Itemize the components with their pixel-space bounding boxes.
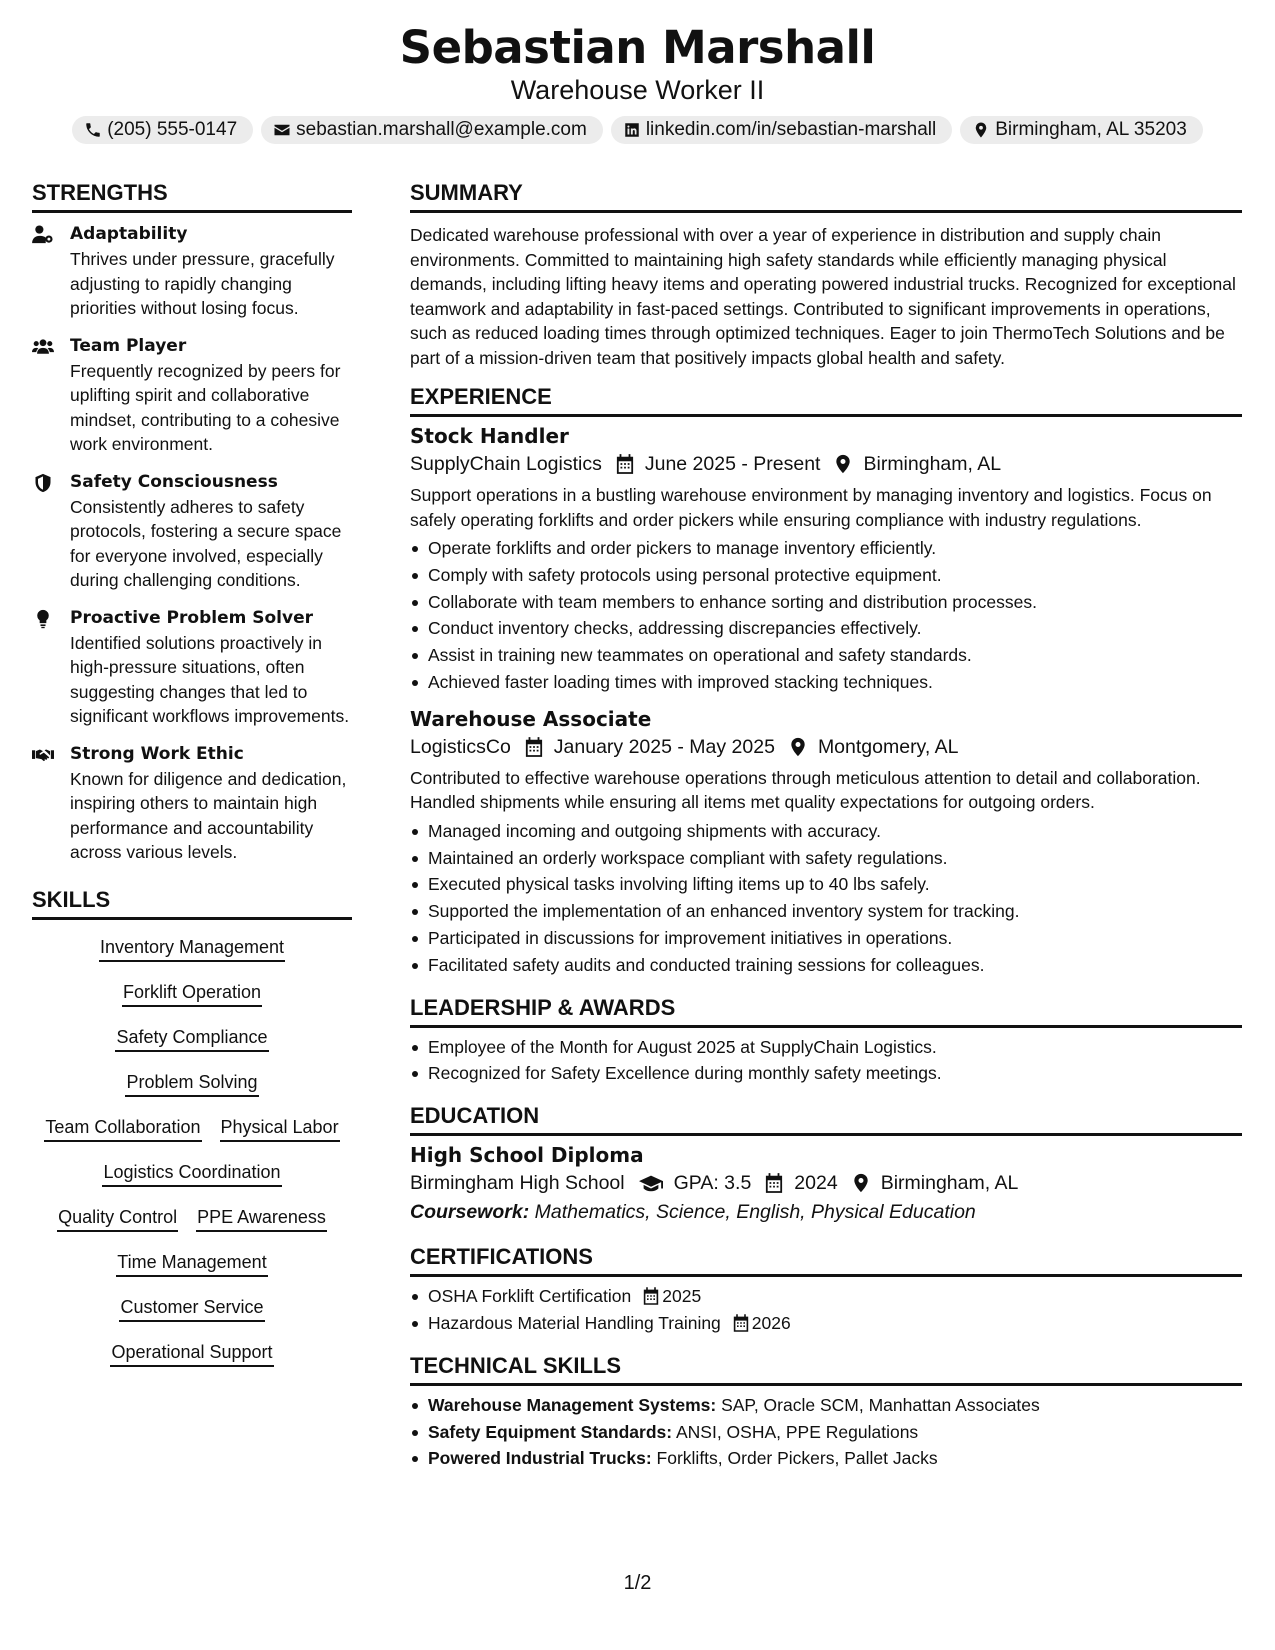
list-item: Operate forklifts and order pickers to manage inventory efficiently. [410,535,1242,562]
location-text: Birmingham, AL 35203 [995,119,1187,140]
tech-value: SAP, Oracle SCM, Manhattan Associates [721,1394,1040,1415]
map-pin-icon [789,737,807,757]
school-location: Birmingham, AL [880,1172,1019,1195]
job-meta [410,449,1242,479]
strength-item [32,335,352,457]
skill-tag: Team Collaboration [44,1116,201,1142]
gpa: GPA: 3.5 [673,1172,752,1195]
skill-tag: Physical Labor [220,1116,340,1142]
lightbulb-icon [32,609,54,629]
phone-text: (205) 555-0147 [107,119,238,140]
skill-tag: Operational Support [110,1341,273,1367]
section-title-technical-skills: TECHNICAL SKILLS [410,1353,1242,1386]
skill-tag: PPE Awareness [196,1206,327,1232]
job-dates: June 2025 - Present [644,453,821,475]
tech-label: Warehouse Management Systems: [428,1394,717,1415]
envelope-icon [273,121,291,139]
users-icon [32,337,54,357]
skills-section [32,887,352,1386]
list-item: Managed incoming and outgoing shipments with accuracy. [410,818,1242,845]
section-title-certifications: CERTIFICATIONS [410,1244,1242,1277]
calendar-icon [733,1314,749,1332]
skill-tag: Customer Service [119,1296,264,1322]
linkedin-icon [623,121,641,139]
handshake-icon [32,745,54,765]
coursework-text: Mathematics, Science, English, Physical Education [534,1201,976,1224]
cert-name: Hazardous Material Handling Training [428,1312,721,1333]
candidate-role: Warehouse Worker II [510,75,765,105]
education-meta [410,1168,1242,1198]
tech-value: ANSI, OSHA, PPE Regulations [675,1421,919,1442]
strength-desc: Thrives under pressure, gracefully adjusting to rapidly changing priorities without losing focus. [70,249,335,318]
job-bullets [410,535,1242,696]
certifications-list [410,1283,1242,1337]
page-number: 1/2 [623,1572,652,1594]
job-title: Stock Handler [410,424,569,448]
tech-label: Powered Industrial Trucks: [428,1448,652,1469]
strength-item [32,223,352,321]
school-name: Birmingham High School [410,1172,625,1195]
list-item: Executed physical tasks involving lifting items up to 40 lbs safely. [410,871,1242,898]
cert-year: 2026 [751,1312,791,1333]
company-name: LogisticsCo [410,735,511,758]
strength-title: Strong Work Ethic [70,743,244,764]
section-title-summary: SUMMARY [410,180,1242,213]
list-item [410,1283,1242,1310]
list-item: Employee of the Month for August 2025 at SupplyChain Logistics. [410,1034,1242,1061]
strength-title: Team Player [70,335,187,356]
strength-desc: Identified solutions proactively in high-pressure situations, often suggesting changes that led to significant workflows improvements. [70,632,350,726]
right-column [410,180,1242,1472]
list-item [410,1310,1242,1337]
section-title-education: EDUCATION [410,1103,1242,1136]
list-item: Facilitated safety audits and conducted training sessions for colleagues. [410,952,1242,979]
list-item: Comply with safety protocols using personal protective equipment. [410,562,1242,589]
list-item: Participated in discussions for improvement initiatives in operations. [410,925,1242,952]
job-meta [410,732,1242,762]
technical-skills-list [410,1392,1242,1472]
job-entry [410,706,1242,979]
tech-label: Safety Equipment Standards: [428,1421,673,1442]
graduation-year: 2024 [794,1172,838,1195]
calendar-icon [525,737,543,757]
list-item: Maintained an orderly workspace compliant with safety regulations. [410,845,1242,872]
list-item: Conduct inventory checks, addressing discrepancies effectively. [410,615,1242,642]
list-item: Collaborate with team members to enhance sorting and distribution processes. [410,589,1242,616]
left-column [32,180,352,1386]
calendar-icon [643,1287,659,1305]
resume-header [0,18,1275,144]
job-description: Contributed to effective warehouse operations through meticulous attention to detail and collaboration. Handled shipments while ensuring all items met quality expectations for outgoing orders. [410,767,1201,813]
list-item: Achieved faster loading times with improved stacking techniques. [410,669,1242,696]
section-title-experience: EXPERIENCE [410,384,1242,417]
job-dates: January 2025 - May 2025 [553,735,775,758]
contact-email[interactable] [261,116,603,144]
skill-tag: Inventory Management [99,936,285,962]
strength-title: Safety Consciousness [70,471,278,492]
strength-item [32,607,352,729]
list-item [410,1445,1242,1472]
coursework-label: Coursework: [410,1201,530,1224]
strength-title: Proactive Problem Solver [70,607,313,628]
skill-tag: Logistics Coordination [102,1161,281,1187]
phone-icon [84,121,102,139]
list-item: Supported the implementation of an enhanced inventory system for tracking. [410,898,1242,925]
job-description: Support operations in a bustling warehouse environment by managing inventory and logistics. Focus on safely operating forklifts and order pickers while ensuring compliance with industry regulations. [410,485,1212,530]
map-pin-icon [834,454,852,474]
tech-value: Forklifts, Order Pickers, Pallet Jacks [656,1448,938,1469]
strength-item [32,471,352,593]
cert-name: OSHA Forklift Certification [428,1286,632,1307]
job-bullets [410,818,1242,979]
cert-year: 2025 [662,1286,702,1307]
job-location: Montgomery, AL [817,735,959,758]
awards-list [410,1034,1242,1088]
section-title-strengths: STRENGTHS [32,180,352,213]
skill-tag: Quality Control [57,1206,178,1232]
contact-phone[interactable] [72,116,253,144]
list-item [410,1419,1242,1446]
candidate-name: Sebastian Marshall [399,21,876,74]
strength-title: Adaptability [70,224,188,244]
company-name: SupplyChain Logistics [410,453,602,475]
list-item: Assist in training new teammates on operational and safety standards. [410,642,1242,669]
skill-tag: Problem Solving [125,1071,258,1097]
section-title-awards: LEADERSHIP & AWARDS [410,995,1242,1028]
graduation-cap-icon [639,1173,663,1193]
strength-desc: Known for diligence and dedication, inspiring others to maintain high performance and accountability across various levels. [70,768,347,862]
calendar-icon [765,1173,783,1193]
summary-text: Dedicated warehouse professional with over a year of experience in distribution and supply chain environments. Committed to maintaining high safety standards while efficiently managing physical demands, including lifting heavy items and operating powered industrial trucks. Recognized for exceptional teamwork and adaptability in fast-paced settings. Contributed to significant improvements in operations, such as reduced loading times through optimized techniques. Eager to join ThermoTech Solutions and be part of a mission-driven team that positively impacts global health and safety. [410,225,1236,368]
skill-tag: Time Management [116,1251,267,1277]
linkedin-text: linkedin.com/in/sebastian-marshall [645,119,937,140]
map-pin-icon [972,121,990,139]
contact-location [960,116,1203,144]
job-entry [410,423,1242,696]
job-location: Birmingham, AL [863,453,1002,475]
skill-tag: Safety Compliance [115,1026,268,1052]
contact-bar [0,116,1275,144]
shield-icon [32,473,54,493]
list-item [410,1392,1242,1419]
section-title-skills: SKILLS [32,887,352,920]
skill-tag: Forklift Operation [122,981,262,1007]
coursework [410,1198,1242,1226]
degree-title: High School Diploma [410,1143,644,1168]
list-item: Recognized for Safety Excellence during monthly safety meetings. [410,1060,1242,1087]
contact-linkedin[interactable] [611,116,952,144]
strength-desc: Consistently adheres to safety protocols, fostering a secure space for everyone involved, especially during challenging conditions. [70,496,342,590]
calendar-icon [616,454,634,474]
user-gear-icon [32,225,54,245]
strength-desc: Frequently recognized by peers for uplifting spirit and collaborative mindset, contributing to a cohesive work environment. [70,360,341,454]
email-text: sebastian.marshall@example.com [296,119,587,140]
strength-item [32,743,352,865]
map-pin-icon [852,1173,870,1193]
job-title: Warehouse Associate [410,706,652,731]
